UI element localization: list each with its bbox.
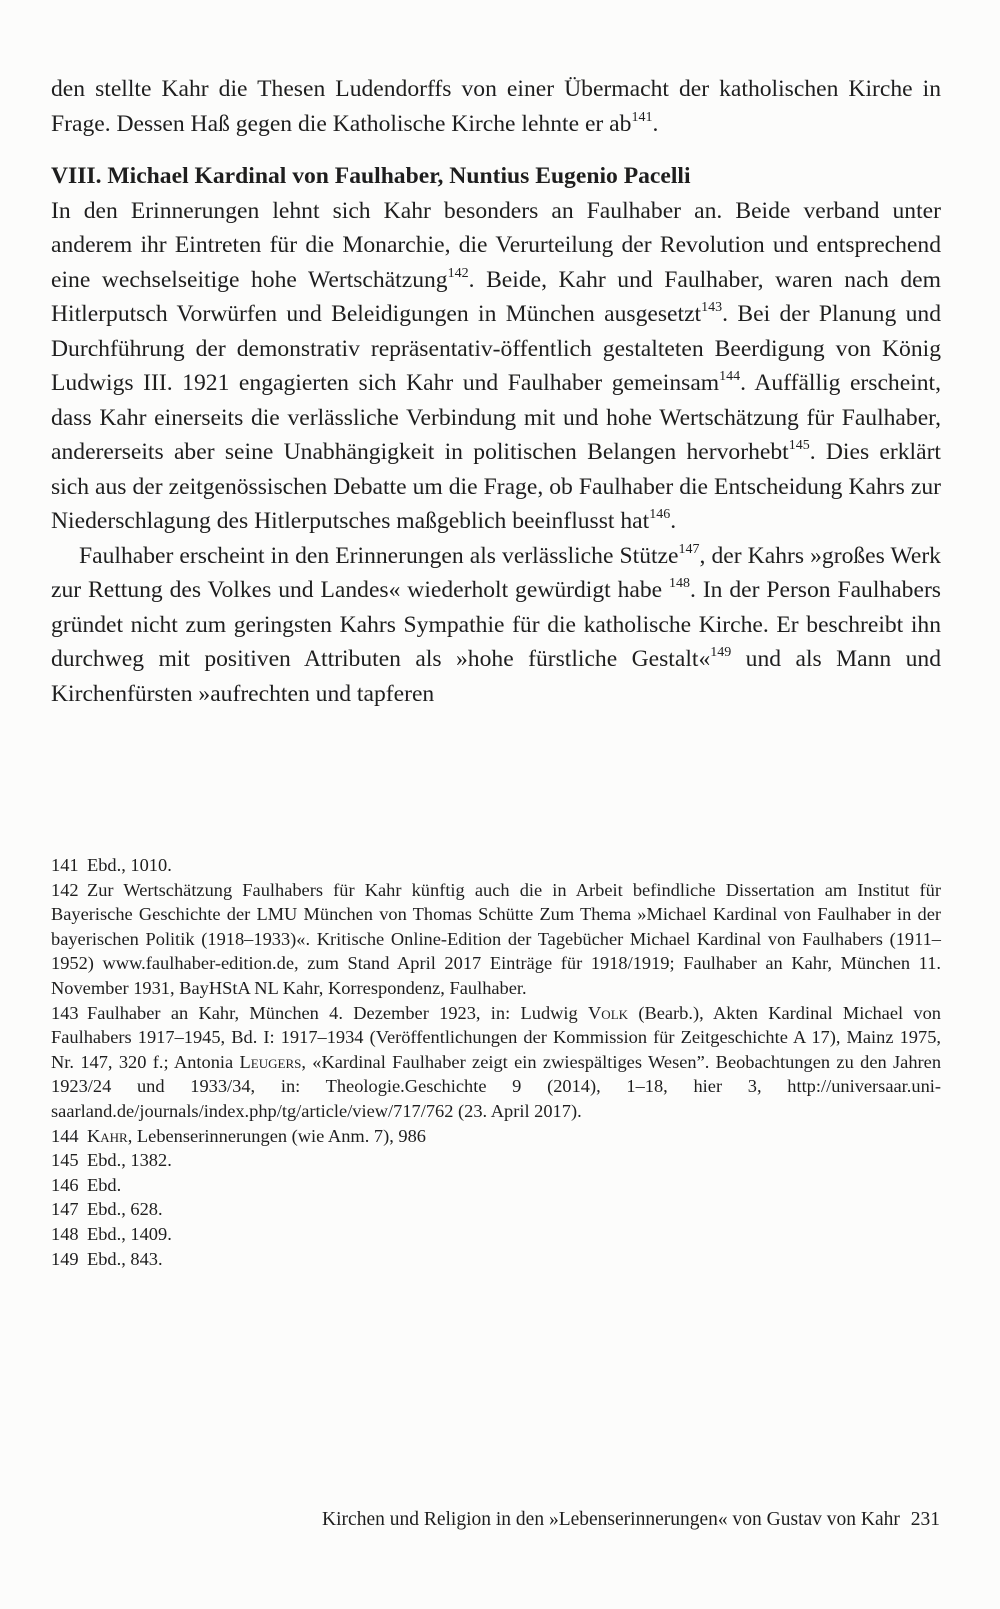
paragraph-1-sentence-5: . Dies erklärt sich aus der zeitgenössischen Debatte um die Frage, ob Faulhaber die Entscheidung Kahrs zur Niederschlagung des Hitlerputsches maßgeblich beeinflusst hat [51, 439, 941, 534]
paragraph-2-sentence-4: und als Mann und Kirchenfürsten »aufrechten und tapferen [51, 646, 941, 707]
footnote-number: 142 [51, 879, 79, 900]
footnotes [51, 853, 941, 1271]
footnote-149 [51, 1247, 941, 1272]
footnote-ref-144[interactable]: 144 [719, 369, 741, 385]
footnote-text: Ebd., 1010. [87, 855, 172, 875]
footnote-ref-143[interactable]: 143 [701, 300, 723, 316]
footnote-148 [51, 1222, 941, 1247]
footnote-number: 144 [51, 1125, 79, 1146]
footnote-text-a: Faulhaber an Kahr, München 4. Dezember 1923, in: Ludwig [87, 1002, 589, 1023]
running-title: Kirchen und Religion in den »Lebenserinnerungen« von Gustav von Kahr [322, 1509, 900, 1530]
footnote-ref-146[interactable]: 146 [649, 507, 671, 523]
running-footer [322, 1507, 940, 1533]
paragraph-1-sentence-2: . Beide, Kahr und Faulhaber, waren nach dem Hitlerputsch Vorwürfen und Beleidigungen in München ausgesetzt [51, 266, 942, 327]
paragraph-2-sentence-3: . In der Person Faulhabers gründet nicht zum geringsten Kahrs Sympathie für die katholische Kirche. Er beschreibt ihn durchweg mit positiven Attributen als »hohe fürstliche Gestalt« [51, 577, 941, 672]
paragraph-2 [51, 539, 941, 712]
main-text [51, 72, 941, 711]
footnote-text-c: , «Kardinal Faulhaber zeigt ein zwiespältiges Wesen”. Beobachtungen zu den Jahren 1923/24 und 1933/34, in: Theologie.Geschichte 9 (2014), 1–18, hier 3, http://universaar.uni-saarland.de/journals/index.php/tg/article/view/717/762 (23. April 2017). [51, 1051, 942, 1121]
footnote-text: Ebd., 843. [87, 1248, 163, 1269]
footnote-number: 143 [51, 1002, 79, 1023]
footnote-text: Ebd. [87, 1174, 122, 1195]
paragraph-2-sentence-1: Faulhaber erscheint in den Erinnerungen als verlässliche Stütze [79, 542, 679, 569]
footnote-142 [51, 878, 941, 1001]
footnote-number: 147 [51, 1199, 79, 1220]
footnote-ref-141[interactable]: 141 [631, 109, 653, 125]
intro-end: . [652, 110, 659, 137]
footnote-141 [51, 853, 941, 878]
footnote-ref-149[interactable]: 149 [710, 645, 732, 661]
paragraph-1-sentence-3: . Bei der Planung und Durchführung der demonstrativ repräsentativ-öffentlich gestalteten Beerdigung von König Ludwigs III. 1921 engagierten sich Kahr und Faulhaber gemeinsam [51, 301, 941, 396]
author-leugers: Leugers [239, 1051, 302, 1072]
footnote-text: , Lebenserinnerungen (wie Anm. 7), 986 [127, 1125, 426, 1146]
paragraph-1-sentence-1: In den Erinnerungen lehnt sich Kahr besonders an Faulhaber an. Beide verband unter anderem ihr Eintreten für die Monarchie, die Verurteilung der Revolution und entsprechend eine wechselseitige hohe Wertschätzung [51, 197, 941, 293]
footnote-number: 145 [51, 1150, 79, 1171]
section-heading: VIII. Michael Kardinal von Faulhaber, Nuntius Eugenio Pacelli [51, 163, 691, 189]
footnote-text-b: (Bearb.), Akten Kardinal Michael von Faulhabers 1917–1945, Bd. I: 1917–1934 (Veröffentlichungen der Kommission für Zeitgeschichte A 17), Mainz 1975, Nr. 147, 320 f.; Antonia [51, 1002, 941, 1072]
footnote-number: 148 [51, 1223, 79, 1244]
author-kahr: Kahr [87, 1125, 128, 1146]
intro-text: den stellte Kahr die Thesen Ludendorffs von einer Übermacht der katholischen Kirche in Frage. Dessen Haß gegen die Katholische Kirche lehnte er ab [51, 76, 941, 137]
author-volk: Volk [588, 1002, 629, 1023]
paragraph-1 [51, 194, 941, 539]
footnote-text: Zur Wertschätzung Faulhabers für Kahr künftig auch die in Arbeit befindliche Dissertation am Institut für Bayerische Geschichte der LMU München von Thomas Schütte Zum Thema »Michael Kardinal von Faulhaber in der bayerischen Politik (1918–1933)«. Kritische Online-Edition der Tagebücher Michael Kardinal von Faulhabers (1911–1952) www.faulhaber-edition.de, zum Stand April 2017 Einträge für 1918/1919; Faulhaber an Kahr, München 11. November 1931, BayHStA NL Kahr, Korrespondenz, Faulhaber. [51, 879, 941, 998]
footnote-text: Ebd., 628. [87, 1199, 163, 1220]
intro-paragraph [51, 72, 941, 141]
footnote-143 [51, 1001, 941, 1124]
footnote-144 [51, 1124, 941, 1149]
footnote-146 [51, 1173, 941, 1198]
footnote-ref-142[interactable]: 142 [447, 265, 469, 281]
footnote-ref-145[interactable]: 145 [788, 438, 810, 454]
footnote-text: Ebd., 1382. [87, 1150, 172, 1171]
footnote-147 [51, 1197, 941, 1222]
paragraph-1-end: . [670, 508, 677, 534]
footnote-text: Ebd., 1409. [87, 1223, 172, 1244]
page-number: 231 [910, 1509, 940, 1530]
footnote-ref-147[interactable]: 147 [678, 541, 700, 557]
footnote-145 [51, 1148, 941, 1173]
paragraph-1-sentence-4: . Auffällig erscheint, dass Kahr einerseits die verlässliche Verbindung mit und hohe Wertschätzung für Faulhaber, andererseits aber seine Unabhängigkeit in politischen Belangen hervorhebt [51, 370, 941, 465]
footnote-number: 146 [51, 1174, 79, 1195]
footnote-number: 141 [51, 855, 79, 875]
paragraph-2-sentence-2: , der Kahrs »großes Werk zur Rettung des Volkes und Landes« wiederholt gewürdigt habe [51, 542, 941, 603]
footnote-number: 149 [51, 1248, 79, 1269]
footnote-ref-148[interactable]: 148 [669, 576, 691, 592]
